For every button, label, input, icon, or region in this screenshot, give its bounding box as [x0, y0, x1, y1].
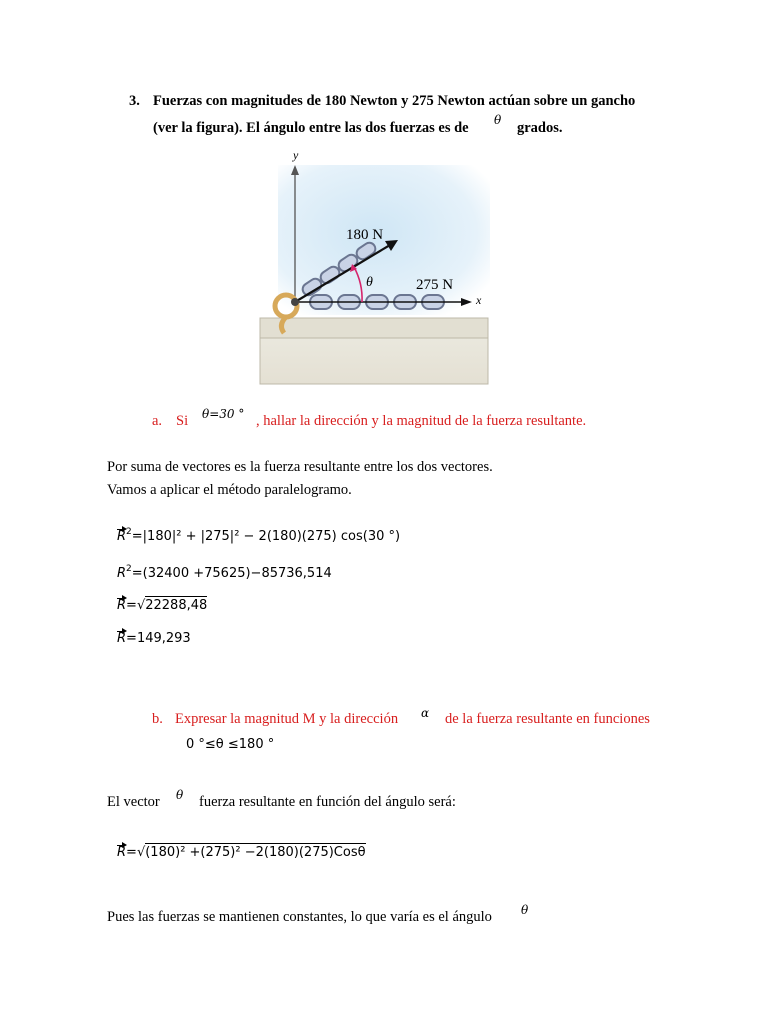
paragraph-a-line-2: Vamos a aplicar el método paralelogramo. [107, 482, 352, 498]
equation-4: R=149,293 [117, 631, 191, 646]
angle-label: θ [366, 275, 373, 290]
problem-number: 3. [129, 93, 140, 109]
theta-symbol-2: θ [176, 788, 184, 802]
paragraph-b-text-1: El vector [107, 794, 160, 810]
force-275-label: 275 N [416, 277, 454, 293]
final-text: Pues las fuerzas se mantienen constantes, lo que varía es el ángulo [107, 909, 492, 925]
y-axis-label: y [293, 148, 299, 162]
equation-3-arg: 22288,48 [145, 598, 208, 613]
part-a-label: a. [152, 413, 163, 429]
part-b-range: 0 °≤θ ≤180 ° [186, 737, 275, 752]
equation-2: $R^2=(32400 +75625)-85736,514$ [117, 564, 332, 581]
equation-4-rhs: =149,293 [126, 631, 191, 646]
equation-1: $R^2=|180|^2 + |275|^2 - 2(180)(275)$ cos(30 °) [117, 527, 401, 544]
paragraph-a-line-1: Por suma de vectores es la fuerza resultante entre los dos vectores. [107, 459, 493, 475]
part-b-text-1: Expresar la magnitud M y la dirección [175, 711, 399, 727]
part-a-condition: θ=30 ° [202, 407, 245, 421]
equation-3: R=√22288,48 [117, 598, 208, 613]
alpha-symbol: α [421, 706, 430, 720]
paragraph-b-text-2: fuerza resultante en función del ángulo será: [199, 794, 456, 810]
part-a-text: , hallar la dirección y la magnitud de la fuerza resultante. [256, 413, 587, 429]
part-b-text-2: de la fuerza resultante en funciones [445, 711, 650, 727]
theta-symbol: θ [494, 113, 502, 127]
part-a-si: Si [176, 413, 189, 429]
equation-general-arg: (180)² +(275)² −2(180)(275)Cosθ [145, 845, 366, 860]
force-figure [258, 145, 490, 385]
problem-line-2-end: grados. [517, 120, 563, 136]
x-axis-label: x [476, 293, 482, 307]
problem-line-2: (ver la figura). El ángulo entre las dos fuerzas es de [153, 120, 469, 136]
equation-general: R=√(180)² +(275)² −2(180)(275)Cosθ [117, 845, 366, 860]
equation-2-rhs: =(32400 +75625)−85736,514 [131, 566, 332, 581]
theta-symbol-3: θ [521, 903, 529, 917]
force-180-label: 180 N [346, 227, 384, 243]
problem-line-1: Fuerzas con magnitudes de 180 Newton y 275 Newton actúan sobre un gancho [153, 93, 636, 109]
equation-1-rhs: =|180|² + |275|² − 2(180)(275) cos(30 °) [131, 529, 401, 544]
part-b-label: b. [152, 711, 163, 727]
